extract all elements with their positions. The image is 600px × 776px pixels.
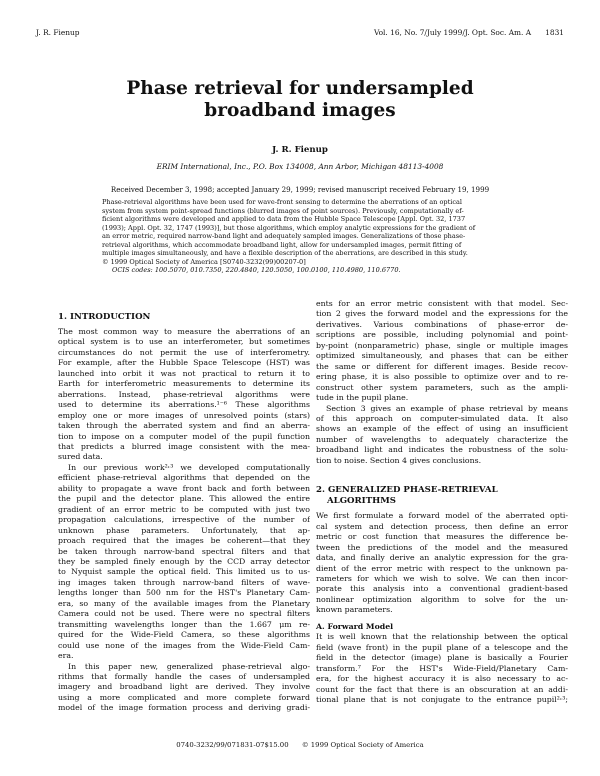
text-line: optimized simultaneously, and phases that can be either [316,351,568,361]
abstract-line: system from system point-spread functions (blurred images of point sources). Previously, computationally ef- [102,206,464,215]
text-line: derivatives. Various combinations of phase-error de- [316,319,568,329]
text-line: count for the fact that there is an obscuration at an addi- [316,684,568,694]
paragraph [58,662,310,714]
text-line: proach required that the images be coherent—that they [58,536,310,546]
text-line: taken through the aberrated system and find an aberra- [58,421,310,431]
abstract-line: an error metric, required narrow-band light and adequately sampled images. Generalizations of those phase- [102,232,466,241]
text-line: rameters for which we wish to solve. We can then incor- [316,573,568,583]
text-line: that predicts a blurred image consistent with the mea- [58,441,310,451]
title-line: Phase retrieval for undersampled [126,78,474,99]
text-line: For example, after the Hubble Space Telescope (HST) was [58,358,310,368]
heading-line: ALGORITHMS [327,496,396,507]
text-line: the same or different for different images. Beside recov- [316,361,568,371]
text-line: Earth for interferometric measurements to determine its [58,379,310,389]
abstract-line: multiple images simultaneously, and have a flexible description of the aberrations, are described in this study. [102,249,468,258]
text-line: tion to impose on a computer model of the pupil function [58,431,310,441]
text-line: could use none of the images from the Wide-Field Cam- [58,640,310,650]
text-line: broadband light and indicates the robustness of the solu- [316,445,568,455]
text-line: they be sampled finely enough by the CCD array detector [58,556,310,566]
author-affiliation: ERIM International, Inc., P.O. Box 134008, Ann Arbor, Michigan 48113-4008 [156,162,444,171]
text-line: It is well known that the relationship between the optical [316,632,568,642]
text-line: ents for an error metric consistent with that model. Sec- [316,299,568,308]
text-line: porate this analysis into a conventional gradient-based [316,584,568,594]
author-name: J. R. Fienup [272,145,328,155]
text-line: optical system is to use an interferometer, but sometimes [58,337,310,347]
text-line: field (wave front) in the pupil plane of a telescope and the [316,642,568,652]
section-heading-generalized [316,485,568,507]
text-line: transform.⁷ For the HST's Wide-Field/Planetary Cam- [316,663,568,673]
text-line: be taken through narrow-band spectral filters and that [58,546,310,556]
text-line: era. [58,651,74,661]
text-line: quired for the Wide-Field Camera, so these algorithms [58,630,310,640]
text-line: Camera could not be used. There were no spectral filters [58,609,310,619]
paragraph [316,299,568,404]
text-line: propagation calculations, irrespective of the number of [58,515,310,525]
right-column [316,299,568,705]
text-line: tude in the pupil plane. [316,393,409,403]
text-line: rithms that formally handle the cases of undersampled [58,671,310,681]
running-head-author: J. R. Fienup [36,28,80,37]
copyright-footer: 0740-3232/99/071831-07$15.00 © 1999 Optical Society of America [176,741,424,749]
text-line: tween the predictions of the model and the measured [316,542,568,552]
abstract-line: Phase-retrieval algorithms have been used for wave-front sensing to determine the aberrations of an optical [102,198,462,206]
paragraph [58,463,310,662]
text-line: Section 3 gives an example of phase retrieval by means [326,403,568,413]
text-line: imagery and broadband light are derived. They involve [58,682,310,692]
text-line: ering phase, it is also possible to optimize over and to re- [316,372,568,382]
title-line: broadband images [204,100,396,121]
text-line: The most common way to measure the aberrations of an [58,327,310,336]
text-line: field in the detector (image) plane is basically a Fourier [316,653,568,663]
text-line: tion 2 gives the forward model and the expressions for the [316,309,568,319]
text-line: unknown phase parameters. Unfortunately, that ap- [58,525,310,535]
text-line: circumstances do not permit the use of interferometry. [58,347,310,357]
text-line: to Nyquist sample the optical field. This limited us to us- [58,567,310,577]
text-line: gradient of an error metric to be computed with just two [58,504,310,514]
text-line: dient of the error metric with respect to the unknown pa- [316,563,568,573]
abstract-line: ficient algorithms were developed and applied to data from the Hubble Space Telescope [Appl. Opt. 32, 1737 [102,215,466,224]
text-line: lengths longer than 500 nm for the HST's Planetary Cam- [58,588,310,598]
text-line: In our previous work²˒³ we developed computationally [68,462,310,472]
paper-title [0,78,600,122]
text-line: known parameters. [316,605,393,615]
abstract-line: (1993); Appl. Opt. 32, 1747 (1993)], but those algorithms, which employ analytic expressions for the gradient of [102,223,476,232]
text-line: by-point (nonparametric) phase, single or multiple images [316,340,568,350]
text-line: employ one or more images of unresolved points (stars) [58,410,310,420]
text-line: of this approach on computer-simulated data. It also [316,413,568,423]
text-line: ing images taken through narrow-band filters of wave- [58,577,310,587]
text-line: ability to propagate a wave front back and forth between [58,483,310,493]
text-line: shows an example of the effect of using an insufficient [316,424,568,434]
text-line: nonlinear optimization algorithm to solve for the un- [316,594,568,604]
running-head-journal: Vol. 16, No. 7/July 1999/J. Opt. Soc. Am. A 1831 [373,28,564,37]
text-line: number of wavelengths to adequately characterize the [316,434,568,444]
text-line: In this paper new, generalized phase-retrieval algo- [68,661,310,671]
received-dates: Received December 3, 1998; accepted January 29, 1999; revised manuscript received February 19, 1999 [110,185,490,194]
text-line: era, for the highest accuracy it is also necessary to ac- [316,674,568,684]
text-line: cal system and detection process, then define an error [316,521,568,531]
section-heading-introduction: 1. INTRODUCTION [58,312,151,322]
abstract [102,198,497,275]
text-line: tion to noise. Section 4 gives conclusions. [316,455,482,465]
text-line: data, and finally derive an analytic expression for the gra- [316,553,568,563]
abstract-line: retrieval algorithms, which accommodate broadband light, allow for undersampled images, permit fitting of [102,240,462,249]
text-line: using a more complicated and more complete forward [58,692,310,702]
text-line: transmitting wavelengths longer than the 1.667 μm re- [58,619,310,629]
left-column [58,312,310,714]
ocis-codes: OCIS codes: 100.5070, 010.7350, 220.4840, 120.5050, 100.0100, 110.4980, 110.6770. [112,266,401,275]
text-line: efficient phase-retrieval algorithms that depended on the [58,473,310,483]
text-line: tional plane that is not conjugate to the entrance pupil²˒³; [316,694,568,704]
text-line: model of the image formation process and deriving gradi- [58,703,310,713]
text-line: the pupil and the detector plane. This allowed the entire [58,494,310,504]
paragraph [316,632,568,705]
heading-line: 2. GENERALIZED PHASE-RETRIEVAL [316,485,498,496]
subsection-heading-forward-model: A. Forward Model [316,621,394,631]
text-line: launched into orbit it was not practical to return it to [58,368,310,378]
text-line: era, so many of the available images from the Planetary [58,598,310,608]
abstract-line: © 1999 Optical Society of America [S0740-3232(99)00207-0] [102,257,306,266]
paragraph [316,404,568,467]
text-line: construct other system parameters, such as the ampli- [316,382,568,392]
text-line: metric or cost function that measures the difference be- [316,532,568,542]
text-line: sured data. [58,452,103,462]
text-line: scriptions are possible, including polynomial and point- [316,330,568,340]
paragraph [316,511,568,616]
text-line: We first formulate a forward model of the aberrated opti- [316,511,568,521]
text-line: used to determine its aberrations.¹⁻⁶ These algorithms [58,400,310,410]
text-line: aberrations. Instead, phase-retrieval algorithms were [58,389,310,399]
paragraph [58,327,310,463]
